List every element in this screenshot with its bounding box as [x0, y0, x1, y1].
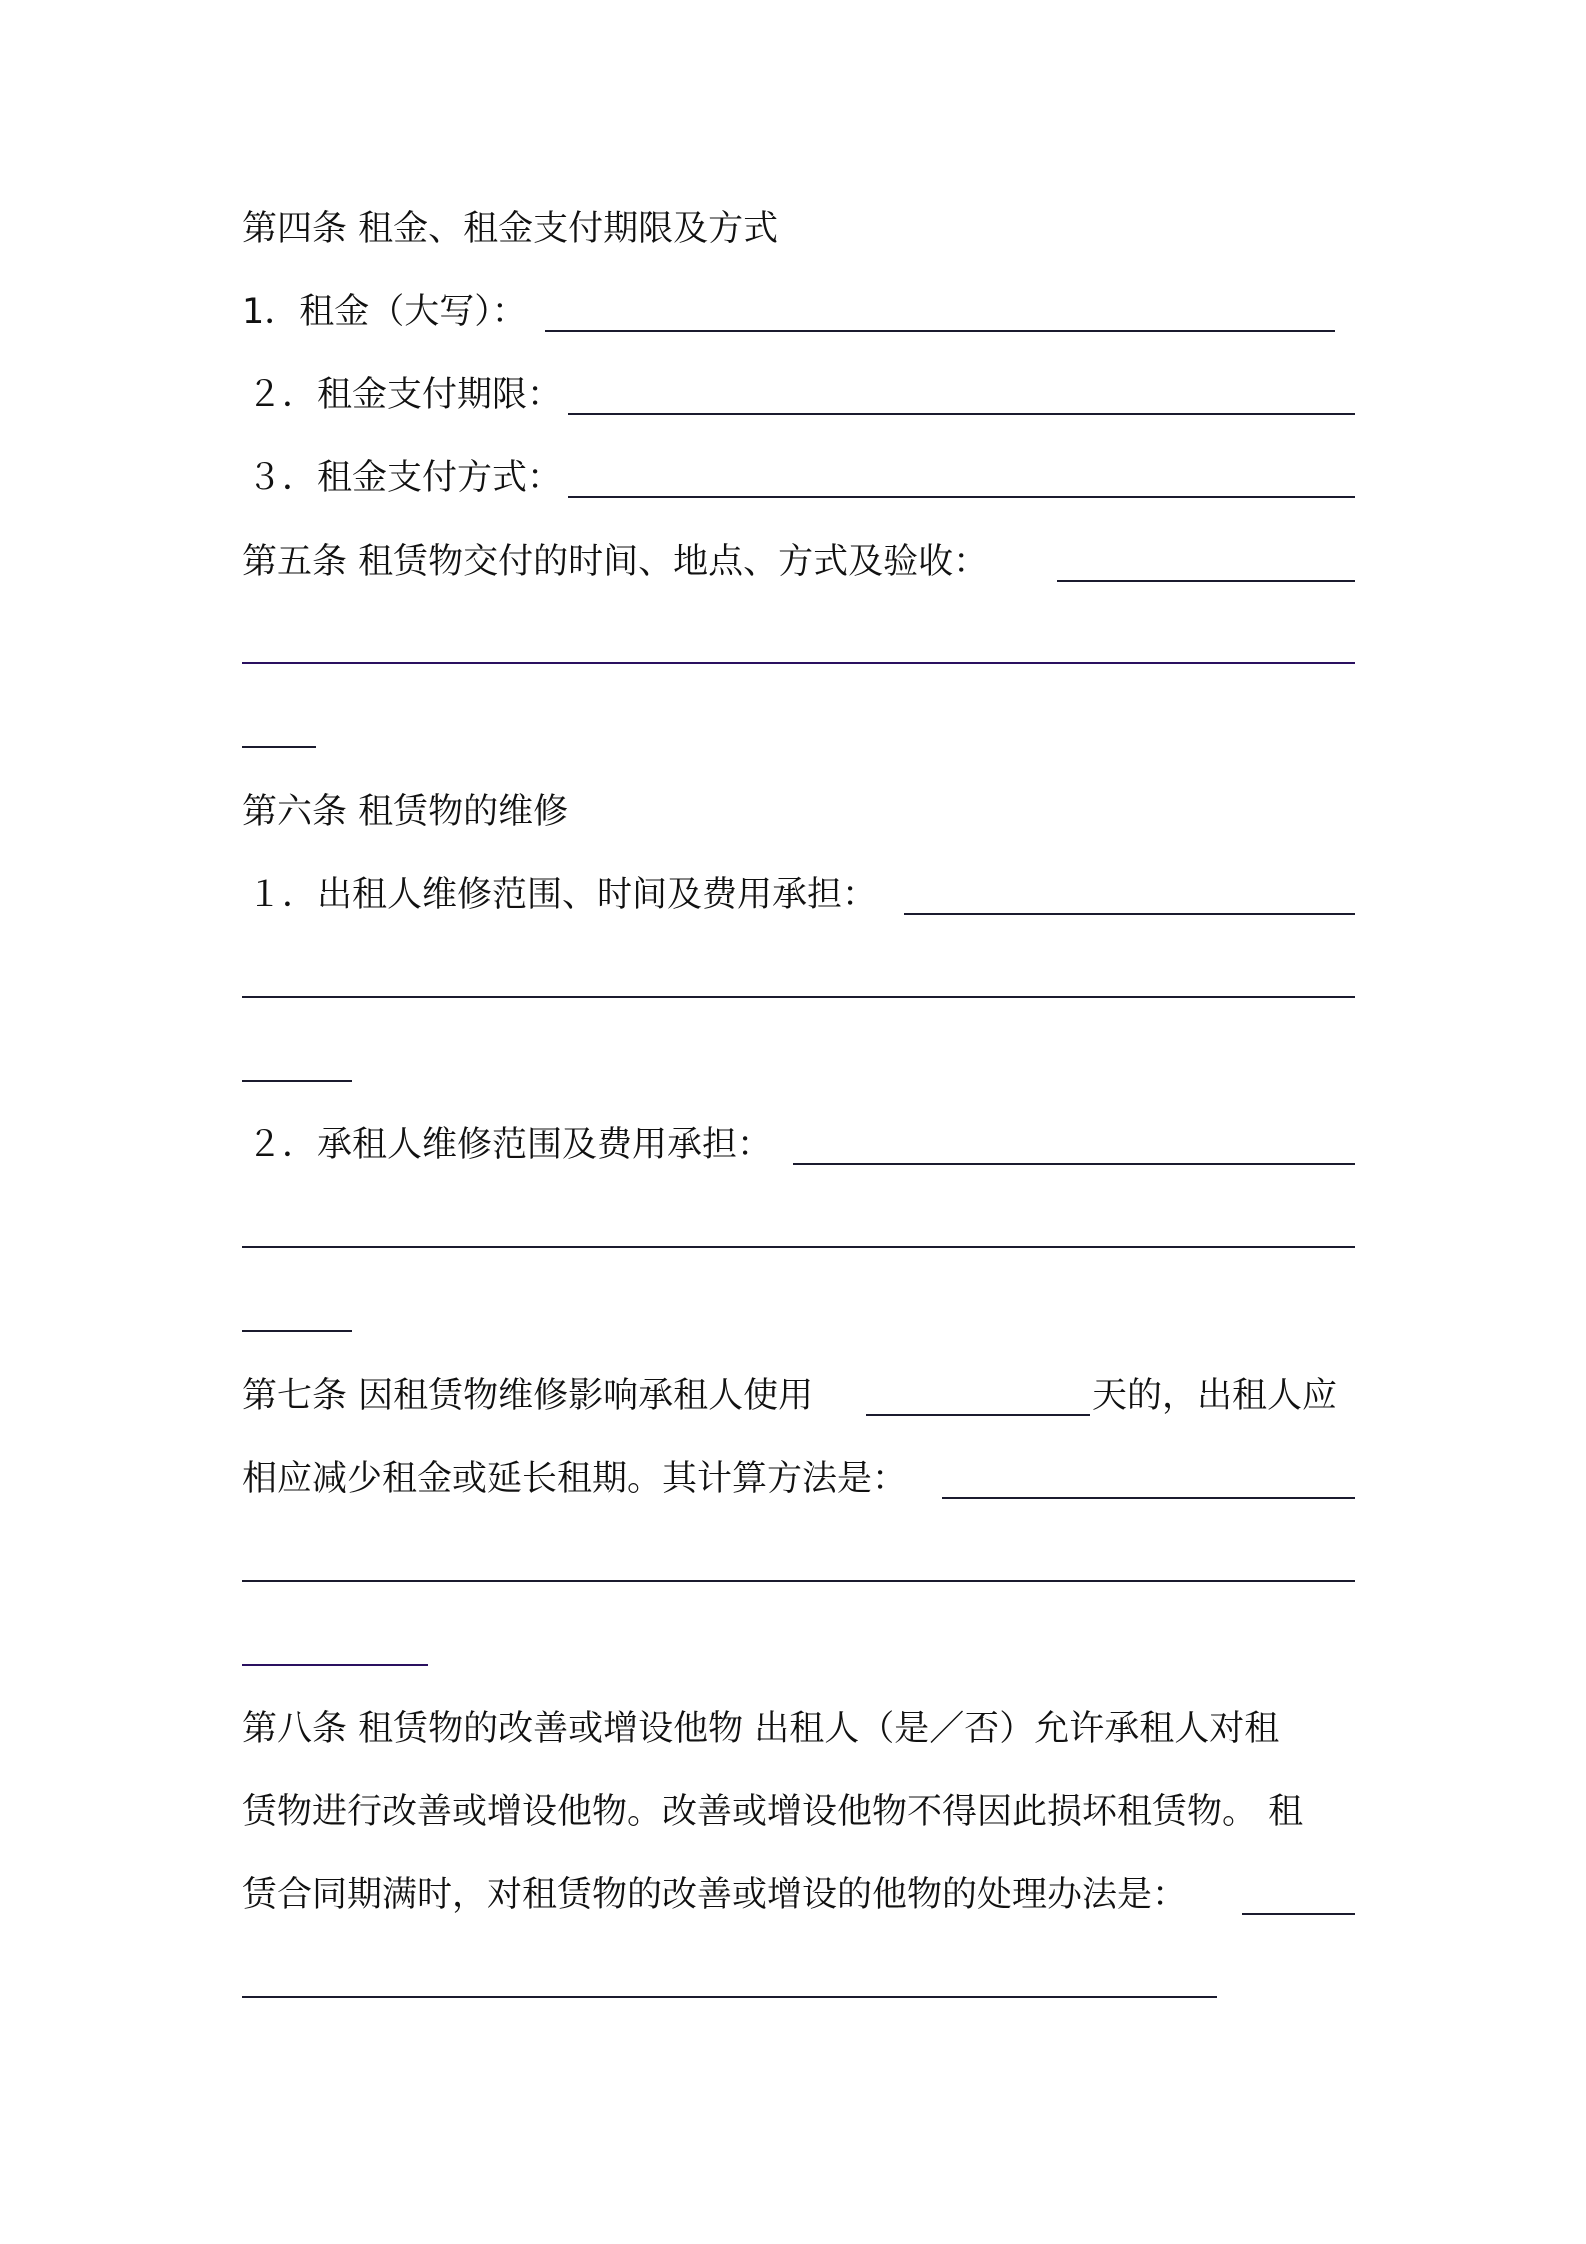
- lessee-repair-blank-line1[interactable]: [793, 1163, 1355, 1165]
- lessor-repair-blank-line3[interactable]: [242, 1080, 352, 1082]
- article4-item1-label: 1．租金（大写）：: [242, 292, 527, 332]
- article8-line3: 赁合同期满时，对租赁物的改善或增设的他物的处理办法是：: [242, 1875, 1188, 1915]
- delivery-blank-line2[interactable]: [242, 662, 1355, 664]
- article7-line1-suffix: 天的，出租人应: [1092, 1376, 1338, 1416]
- lessor-repair-blank-line1[interactable]: [904, 913, 1355, 915]
- lessee-repair-blank-line2[interactable]: [242, 1246, 1355, 1248]
- article4-item3-label: ３．租金支付方式：: [247, 458, 563, 498]
- calculation-method-blank-line2[interactable]: [242, 1580, 1355, 1582]
- article4-item2-label: ２．租金支付期限：: [247, 375, 563, 415]
- rent-payment-period-blank[interactable]: [568, 413, 1355, 415]
- improvement-disposal-blank-line1[interactable]: [1242, 1913, 1355, 1915]
- lessor-repair-blank-line2[interactable]: [242, 996, 1355, 998]
- article6-item2-label: ２．承租人维修范围及费用承担：: [247, 1125, 773, 1165]
- delivery-blank-line1[interactable]: [1057, 580, 1355, 582]
- improvement-disposal-blank-line2[interactable]: [242, 1996, 1217, 1998]
- rent-amount-blank[interactable]: [545, 330, 1335, 332]
- article4-title: 第四条 租金、租金支付期限及方式: [242, 209, 779, 249]
- calculation-method-blank-line1[interactable]: [942, 1497, 1355, 1499]
- lessee-repair-blank-line3[interactable]: [242, 1330, 352, 1332]
- delivery-blank-line3[interactable]: [242, 746, 316, 748]
- article8-line1: 第八条 租赁物的改善或增设他物 出租人（是／否）允许承租人对租: [242, 1709, 1280, 1749]
- article7-line1-prefix: 第七条 因租赁物维修影响承租人使用: [242, 1376, 814, 1416]
- article7-line2: 相应减少租金或延长租期。其计算方法是：: [242, 1459, 908, 1499]
- article6-title: 第六条 租赁物的维修: [242, 792, 569, 832]
- repair-days-blank[interactable]: [866, 1414, 1090, 1416]
- article8-line2: 赁物进行改善或增设他物。改善或增设他物不得因此损坏租赁物。 租: [242, 1792, 1304, 1832]
- rent-payment-method-blank[interactable]: [568, 496, 1355, 498]
- article5-title: 第五条 租赁物交付的时间、地点、方式及验收：: [242, 542, 989, 582]
- article6-item1-label: １．出租人维修范围、时间及费用承担：: [247, 875, 878, 915]
- calculation-method-blank-line3[interactable]: [242, 1664, 428, 1666]
